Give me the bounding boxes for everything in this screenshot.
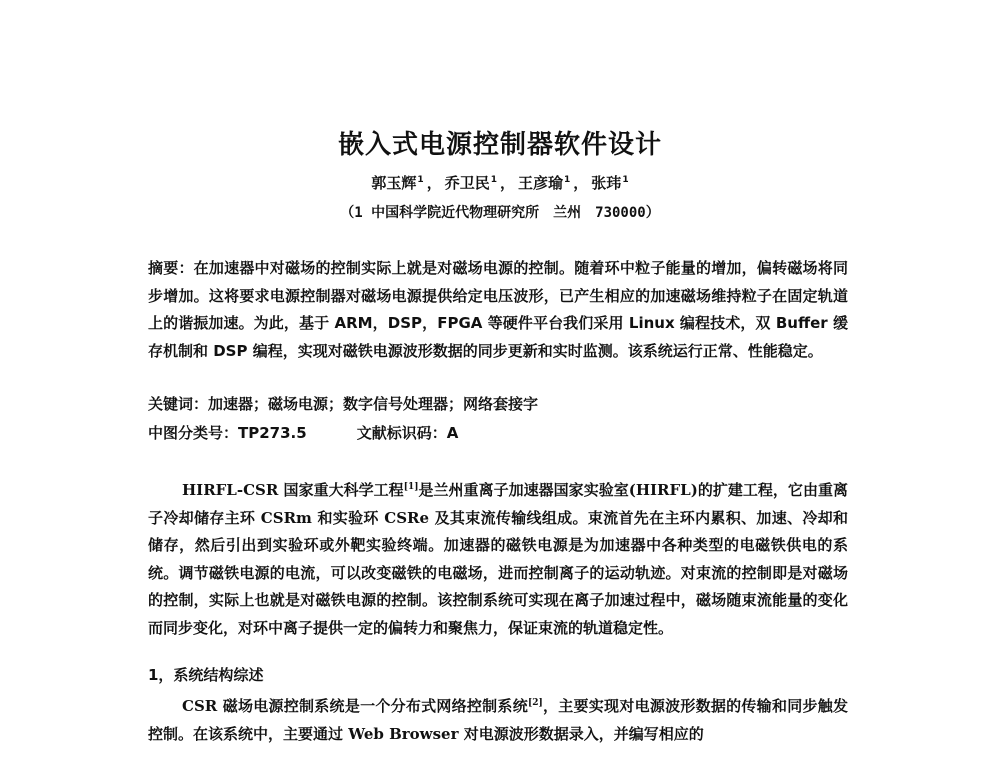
doc-code-label: 文献标识码： [356,424,447,442]
citation-ref: [1] [403,482,419,492]
author-name: 乔卫民 [444,174,490,192]
author-affil-mark: 1 [564,175,571,185]
body-paragraph [148,690,848,748]
section-heading: 1，系统结构综述 [148,666,264,684]
author [371,172,423,193]
author-name: 张玮 [591,174,622,192]
author-name: 王彦瑜 [518,174,564,192]
author [591,172,628,193]
author-separator: ， [426,174,442,192]
author-affil-mark: 1 [622,175,629,185]
keywords-text: 加速器；磁场电源；数字信号处理器；网络套接字 [208,395,539,413]
class-value: TP273.5 [238,424,307,442]
para-text: 是兰州重离子加速器国家实验室(HIRFL)的扩建工程，它由重离子冷却储存主环 CSRm 和实验环 CSRe 及其束流传输线组成。束流首先在主环内累积、加速、冷却和储存，然后引出到实验环或外靶实验终端。加速器的磁铁电源是为加速器中各种类型的电磁铁供电的系统。调节磁铁电源的电流，可以改变磁铁的电磁场，进而控制离子的运动轨迹。对束流的控制即是对磁场的控制，实际上也就是对磁铁电源的控制。该控制系统可实现在离子加速过程中，磁场随束流能量的变化而同步变化，对环中离子提供一定的偏转力和聚焦力，保证束流的轨道稳定性。 [148,481,848,637]
author-separator: ， [573,174,589,192]
abstract [148,255,848,365]
para-text: ，主要实现对电源波形数据的传输和同步触发控制。在该系统中，主要通过 Web Browser 对电源波形数据录入，并编写相应的 [148,697,848,743]
para-text: CSR 磁场电源控制系统是一个分布式网络控制系统 [182,697,528,715]
author-separator: ， [499,174,515,192]
para-text: HIRFL-CSR 国家重大科学工程 [182,481,404,499]
author-affil-mark: 1 [490,175,497,185]
paper-title: 嵌入式电源控制器软件设计 [337,130,662,160]
author [518,172,570,193]
affiliation: （1 中国科学院近代物理研究所 兰州 730000） [340,205,660,221]
keywords-line [148,393,848,414]
author-name: 郭玉辉 [371,174,417,192]
author-list [0,172,1000,193]
author [445,172,497,193]
classification-line [148,422,848,443]
body-paragraph [148,474,848,643]
keywords-label: 关键词： [148,395,209,413]
doc-code-value: A [446,424,459,442]
class-label: 中图分类号： [148,424,239,442]
citation-ref: [2] [527,698,543,708]
abstract-label: 摘要： [148,259,194,277]
author-affil-mark: 1 [417,175,424,185]
abstract-text: 在加速器中对磁场的控制实际上就是对磁场电源的控制。随着环中粒子能量的增加，偏转磁场将同步增加。这将要求电源控制器对磁场电源提供给定电压波形，已产生相应的加速磁场维持粒子在固定轨道上的谐振加速。为此，基于 ARM，DSP，FPGA 等硬件平台我们采用 Linux 编程技术，双 Buffer 缓存机制和 DSP 编程，实现对磁铁电源波形数据的同步更新和实时监测。该系统运行正常、性能稳定。 [148,259,848,360]
